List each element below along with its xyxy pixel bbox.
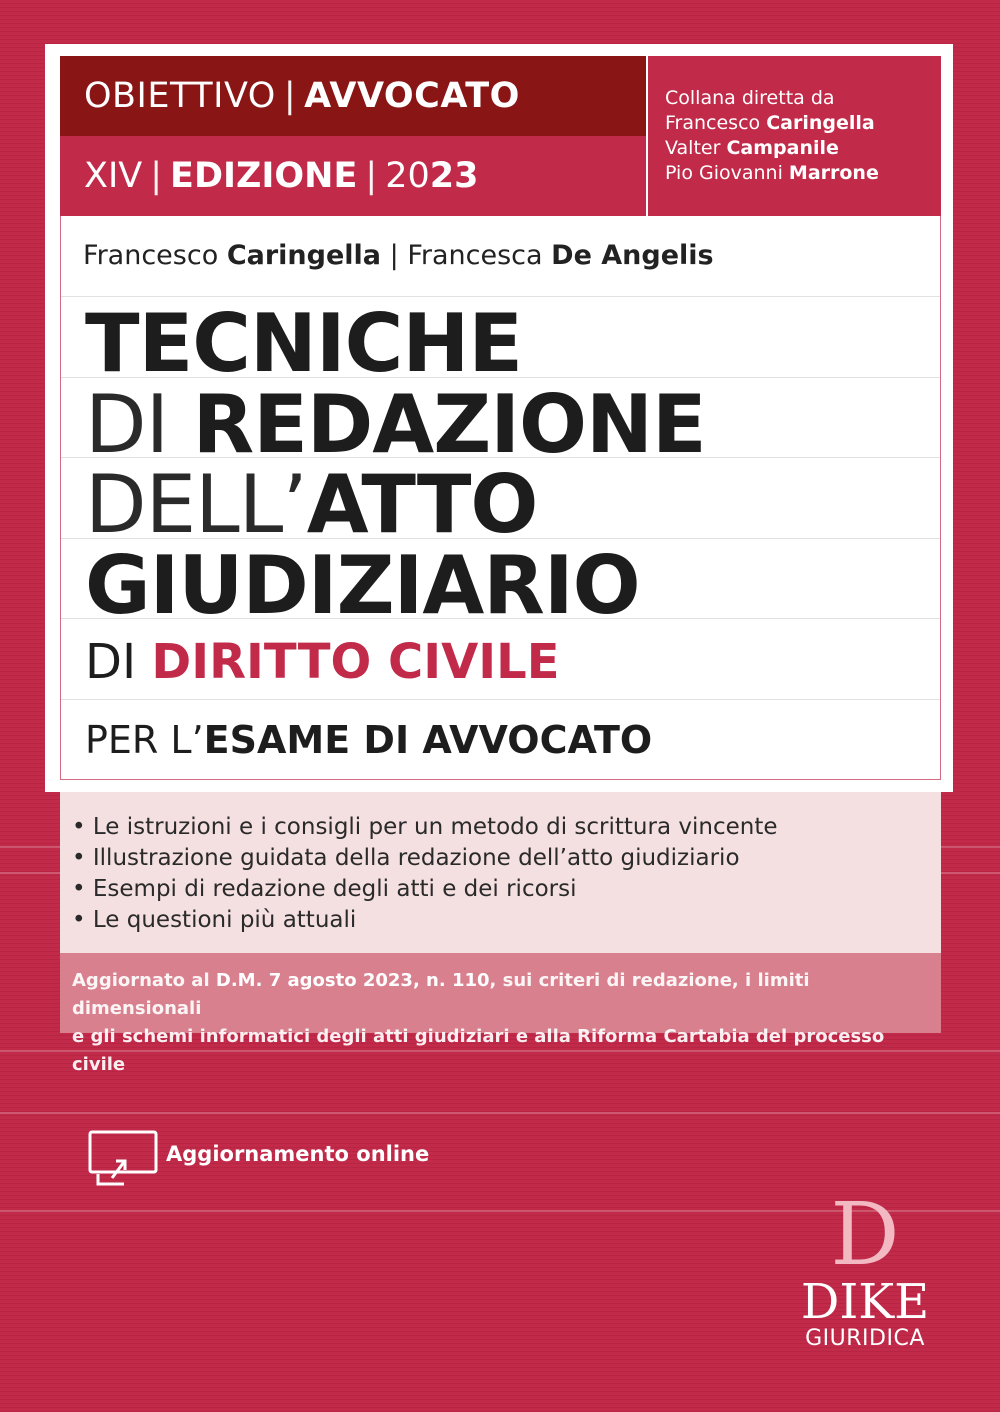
update-note	[60, 953, 941, 1075]
title-line-2	[85, 378, 706, 471]
series-banner	[60, 56, 646, 136]
subtitle-bold: ESAME DI AVVOCATO	[203, 718, 653, 762]
edition-year-bold: 23	[429, 156, 479, 196]
rule-line	[61, 699, 940, 700]
edition-banner	[60, 136, 646, 216]
update-note-decree: D.M. 7 agosto 2023, n. 110	[215, 970, 490, 991]
subtitle-thin: PER L’	[85, 718, 204, 762]
editor-line	[665, 136, 941, 161]
subtitle-bold: DIRITTO CIVILE	[151, 634, 560, 690]
title-word: TECNICHE	[85, 297, 522, 390]
editor-last-name: Marrone	[788, 162, 879, 184]
editor-line	[665, 161, 941, 186]
author-first-name: Francesco	[83, 240, 219, 271]
edition-separator: |	[150, 156, 163, 196]
subtitle-purpose	[85, 718, 652, 762]
title-word: ATTO	[306, 458, 538, 551]
publisher-logo-mark: D	[830, 1185, 900, 1285]
online-update-label: Aggiornamento online	[166, 1142, 430, 1166]
list-item: • Illustrazione guidata della redazione dell’atto giudiziario	[72, 845, 740, 871]
editor-last-name: Campanile	[726, 137, 839, 159]
authors-separator: |	[389, 240, 399, 271]
subtitle-subject	[85, 634, 559, 690]
edition-separator: |	[365, 156, 378, 196]
author-first-name: Francesca	[407, 240, 543, 271]
edition-year-light: 20	[385, 156, 430, 196]
features-list	[60, 792, 941, 953]
editor-last-name: Caringella	[766, 112, 875, 134]
title-word: REDAZIONE	[192, 378, 706, 471]
editor-first-name: Pio Giovanni	[665, 162, 783, 184]
monitor-update-icon	[88, 1130, 160, 1188]
series-editors	[648, 56, 941, 216]
editors-intro: Collana diretta da	[665, 87, 835, 109]
title-line-4	[85, 539, 640, 632]
update-note-line-1	[72, 967, 941, 1023]
update-note-line-2: e gli schemi informatici degli atti giudiziari e alla Riforma Cartabia del processo civile	[72, 1026, 885, 1075]
list-item: • Le questioni più attuali	[72, 907, 357, 933]
author-last-name: Caringella	[226, 240, 382, 271]
list-item: • Esempi di redazione degli atti e dei ricorsi	[72, 876, 577, 902]
title-word-thin: DI	[85, 378, 169, 471]
edition-number: XIV	[84, 156, 143, 196]
editor-line	[665, 111, 941, 136]
update-note-text: , sui criteri di redazione, i limiti dimensionali	[72, 970, 810, 1019]
editor-first-name: Valter	[665, 137, 721, 159]
edition-label: EDIZIONE	[170, 156, 358, 196]
series-word2: AVVOCATO	[304, 76, 520, 116]
publisher-logo-sub: GIURIDICA	[805, 1326, 925, 1351]
update-note-text: Aggiornato al	[72, 970, 216, 991]
title-line-3	[85, 458, 538, 551]
author-last-name: De Angelis	[551, 240, 714, 271]
title-word: GIUDIZIARIO	[85, 539, 640, 632]
subtitle-thin: DI	[85, 634, 137, 690]
authors-line	[83, 240, 714, 271]
series-word1: OBIETTIVO	[84, 76, 276, 116]
background-band	[0, 1112, 1000, 1114]
title-word-thin: DELL’	[85, 458, 307, 551]
editor-first-name: Francesco	[665, 112, 761, 134]
list-item: • Le istruzioni e i consigli per un metodo di scrittura vincente	[72, 814, 778, 840]
title-block	[60, 216, 941, 780]
series-separator: |	[283, 76, 297, 116]
publisher-logo-name: DIKE	[800, 1274, 930, 1330]
title-line-1	[85, 297, 522, 390]
